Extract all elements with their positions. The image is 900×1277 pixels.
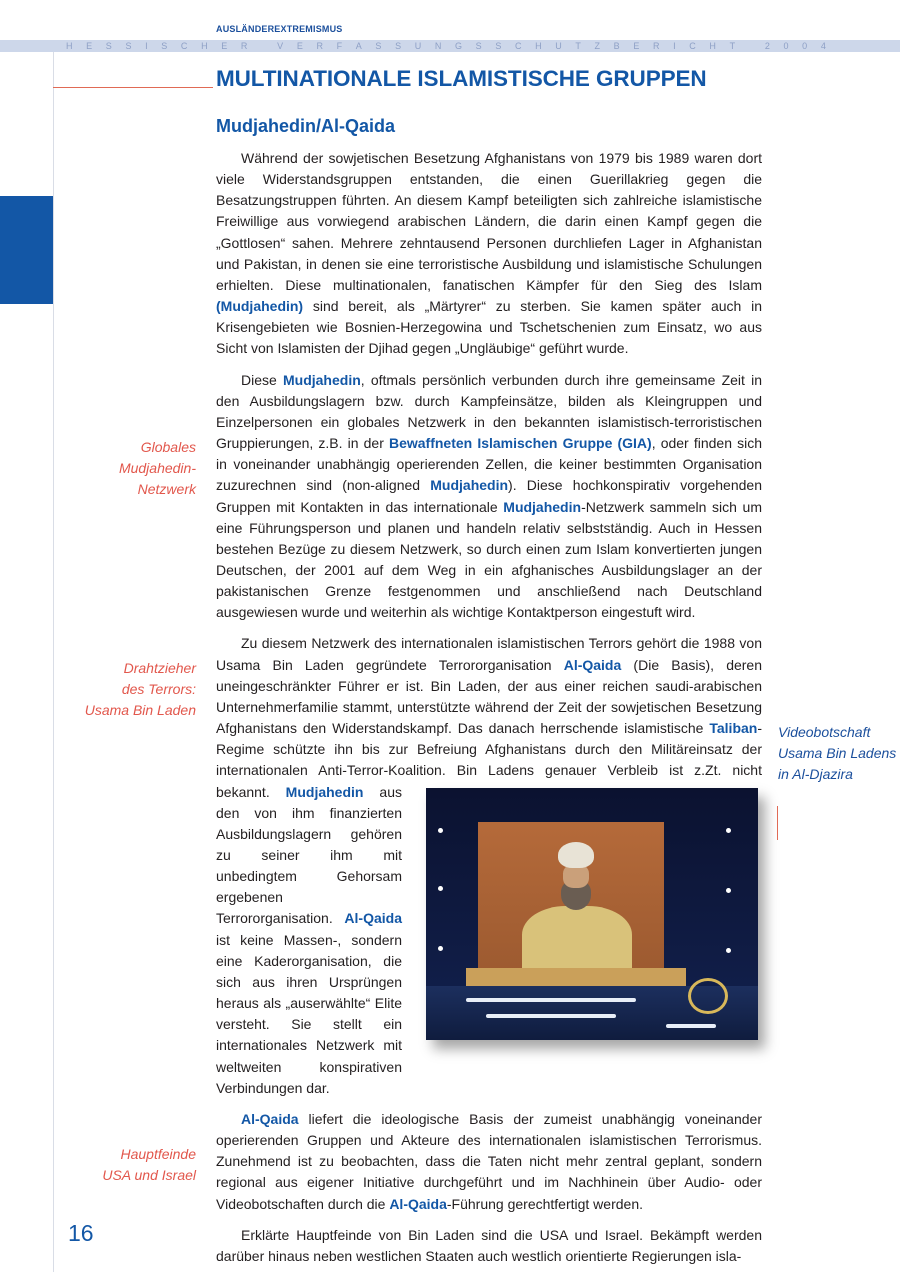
margin-note-line: Drahtzieher <box>123 660 196 676</box>
running-header-letter: 0 <box>802 41 808 51</box>
text-run: Diese <box>241 371 283 388</box>
broadcaster-logo <box>688 978 728 1014</box>
running-header-letter: 2 <box>764 41 770 51</box>
highlighted-term: Al-Qaida <box>344 910 402 927</box>
running-header-letter: S <box>161 41 168 51</box>
running-header-letter <box>261 40 264 52</box>
running-header-letter: R <box>240 41 248 51</box>
margin-note-line: Mudjahedin- <box>118 460 196 476</box>
paragraph-3-text-b <box>216 784 402 1096</box>
running-header-letter: H <box>709 41 716 51</box>
body-text <box>216 148 762 1277</box>
paragraph-3-text-a <box>216 635 762 799</box>
paragraph-1 <box>216 148 762 360</box>
running-header-letter: C <box>689 41 696 51</box>
highlighted-term: Al-Qaida <box>563 656 622 673</box>
running-header-letter: U <box>414 41 422 51</box>
highlighted-term: Mudjahedin <box>503 498 582 515</box>
running-header-letter: I <box>145 41 148 51</box>
chapter-tab <box>0 196 53 304</box>
studio-light <box>726 888 731 893</box>
running-header-letter: S <box>475 41 482 51</box>
highlighted-term: Mudjahedin <box>430 477 509 494</box>
running-header-letter: H <box>201 41 208 51</box>
running-header-letter: S <box>105 41 112 51</box>
margin-note-netzwerk <box>26 437 196 500</box>
section-label: AUSLÄNDEREXTREMISMUS <box>216 24 343 34</box>
margin-note-line: Netzwerk <box>137 481 196 497</box>
text-run: aus den von ihm finanzierten Ausbildungslagern gehören zu seiner ihm mit unbedingtem Gehorsam ergebenen Terrororganisation. <box>216 783 402 927</box>
ticker-text-line <box>666 1024 716 1028</box>
page-number: 16 <box>68 1220 94 1246</box>
text-run: , oftmals persönlich verbunden durch ihre gemeinsame Zeit in den Ausbildungslagern bzw. durch Kampfeinsätze, bilden als Kleingruppen und Einzelpersonen ein globales Netzwerk in den bekannten islamistisch-terroristischen Gruppierungen, z.B. in der <box>216 371 762 452</box>
running-header-letter: A <box>355 41 362 51</box>
margin-note-line: des Terrors: <box>121 681 196 697</box>
section-subtitle: Mudjahedin/Al-Qaida <box>216 116 396 136</box>
margin-note-line: Hauptfeinde <box>120 1146 196 1162</box>
margin-note-line: Globales <box>140 439 196 455</box>
text-run: -Netzwerk sammeln sich um eine Führungsperson und planen und handeln relativ selbstständig. Auch in Hessen bestehen Bezüge zu diesem Netzwerk, so durch einen zum Islam konvertierten jungen Deutschen, der 2001 auf dem Weg in ein afghanisches Ausbildungslager an der pakistanischen Grenze festgenommen und anschließend nach Deutschland ausgewiesen wurde und weiterhin als wichtige Kontaktperson eingestuft wird. <box>216 498 762 621</box>
text-run: sind bereit, als „Märtyrer“ zu sterben. Sie kamen später auch in Krisengebieten wie Bosnien-Herzegowina und Tschetschenien zum Einsatz, wo aus Sicht von Islamisten der Djihad gegen „Ungläubige“ geführt wurde. <box>216 298 762 357</box>
running-header-letter: 4 <box>820 41 826 51</box>
highlighted-term: (Mudjahedin) <box>216 298 304 315</box>
running-header-letter: H <box>535 41 542 51</box>
running-header-letter: V <box>277 41 284 51</box>
running-header-letter: H <box>66 41 73 51</box>
running-header-letter: E <box>221 41 228 51</box>
ticker-text-line <box>486 1014 616 1018</box>
text-run: ). Diese hochkonspirativ vorgehenden Gruppen mit Kontakten in das internationale <box>216 477 762 515</box>
text-run: ist keine Massen-, sondern eine Kaderorganisation, die sich aus ihren Ursprüngen heraus als „auserwählte“ Elite versteht. Sie stellt ein internationales Netzwerk mit weltweiten konspirativen Verbindungen dar. <box>216 931 402 1096</box>
video-caption: Videobotschaft Usama Bin Ladens in Al-Djazira <box>778 724 897 782</box>
running-header-letter: S <box>125 41 132 51</box>
margin-note-hauptfeinde <box>26 1144 196 1186</box>
running-header-letter: F <box>336 41 343 51</box>
running-header-letter: Z <box>594 41 601 51</box>
video-still-image <box>426 788 758 1040</box>
text-run: , oder finden sich in voneinander unabhängig operierenden Zellen, die keiner bestimmten Organisation zuzurechnen sind (non-aligned <box>216 435 762 494</box>
highlighted-term: Al-Qaida <box>241 1110 299 1127</box>
studio-light <box>438 886 443 891</box>
studio-light <box>438 828 443 833</box>
margin-note-line: Usama Bin Laden <box>84 702 196 718</box>
running-header-letter: U <box>555 41 562 51</box>
highlighted-term: Mudjahedin <box>285 783 364 800</box>
text-run: Während der sowjetischen Besetzung Afghanistans von 1979 bis 1989 waren dort viele Widerstandsgruppen entstanden, die einen Guerillakrieg gegen die Besatzungstruppen führten. An diesem Kampf beteiligten sich zahlreiche islamistische Freiwillige aus vorwiegend arabischen Ländern, die darin einen Kampf gegen die „Gottlosen“ sahen. Mehrere zehntausend Personen durchliefen Lager in Afghanistan und Pakistan, in denen sie eine terroristische Ausbildung und islamistische Schulungen erhielten. Diese multinationalen, fanatischen Kämpfer für den Sieg des Islam <box>216 150 762 293</box>
text-run: liefert die ideologische Basis der zumeist unabhängig voneinander operierenden Gruppen und Akteure des internationalen islamistischen Terrorismus. Zunehmend ist zu beobachten, dass die Taten nicht mehr zentral geplant, sondern regional aus eigener Initiative durchgeführt und im Nachhinein über Audio- oder Videobotschaften durch die <box>216 1110 762 1212</box>
studio-light <box>726 828 731 833</box>
running-header-letter: T <box>729 41 736 51</box>
running-header-letter: S <box>495 41 502 51</box>
paragraph-2 <box>216 370 762 624</box>
highlighted-term: Al-Qaida <box>389 1195 447 1212</box>
running-header-letter <box>749 40 752 52</box>
video-still-figure <box>412 788 768 1056</box>
studio-desk <box>466 968 686 986</box>
studio-light <box>438 946 443 951</box>
running-header-letter: I <box>673 41 676 51</box>
highlighted-term: Mudjahedin <box>282 371 361 388</box>
paragraph-5 <box>216 1225 762 1267</box>
running-header-letter: B <box>613 41 620 51</box>
paragraph-4 <box>216 1109 762 1215</box>
paragraph-3 <box>216 633 762 1098</box>
text-run: Erklärte Hauptfeinde von Bin Laden sind die USA und Israel. Bekämpft werden darüber hinaus neben westlichen Staaten auch westlich orientierte Regierungen isla- <box>216 1226 762 1264</box>
margin-note-drahtzieher <box>26 658 196 721</box>
running-header-letter: C <box>514 41 522 51</box>
text-run: (Die Basis), deren uneingeschränkter Führer er ist. Bin Laden, der aus einer reichen saudi-arabischen Unternehmerfamilie stammt, unterstützte während der Zeit der sowjetischen Besetzung Afghanistans den Widerstandskampf. Das danach herrschende islamistische <box>216 656 762 737</box>
running-header-letter: E <box>296 41 303 51</box>
text-run: -Regime schützte ihn bis zur Befreiung Afghanistans durch den Militäreinsatz der internationalen Anti-Terror-Koalition. Bin Ladens genauer Verbleib ist z.Zt. nicht bekannt. <box>216 720 762 800</box>
margin-note-line: USA und Israel <box>102 1167 196 1183</box>
text-run: -Führung gerechtfertigt werden. <box>446 1195 643 1212</box>
page-title: MULTINATIONALE ISLAMISTISCHE GRUPPEN <box>216 66 707 91</box>
text-run: Zu diesem Netzwerk des internationalen islamistischen Terrors gehört die 1988 von Usama Bin Laden gegründete Terrororganisation <box>216 635 762 673</box>
running-header-letter: E <box>633 41 640 51</box>
running-header-letter: S <box>395 41 402 51</box>
highlighted-term: Bewaffneten Islamischen Gruppe (GIA) <box>388 435 652 452</box>
ticker-text-line <box>466 998 636 1002</box>
studio-light <box>726 948 731 953</box>
running-header-letter: R <box>316 41 323 51</box>
running-header-letter: G <box>455 41 463 51</box>
highlighted-term: Taliban <box>709 720 758 737</box>
running-header-letter: 0 <box>783 41 789 51</box>
running-header-letter: T <box>575 41 581 51</box>
title-rule <box>53 87 213 88</box>
running-header-letter: S <box>375 41 382 51</box>
running-header-letter: N <box>434 41 442 51</box>
running-header-letter: C <box>180 41 188 51</box>
running-header-letter: R <box>652 41 660 51</box>
caption-pointer-line <box>777 806 778 840</box>
running-header-letter: E <box>86 41 93 51</box>
figure-turban <box>558 842 594 868</box>
running-header-title <box>66 40 826 52</box>
